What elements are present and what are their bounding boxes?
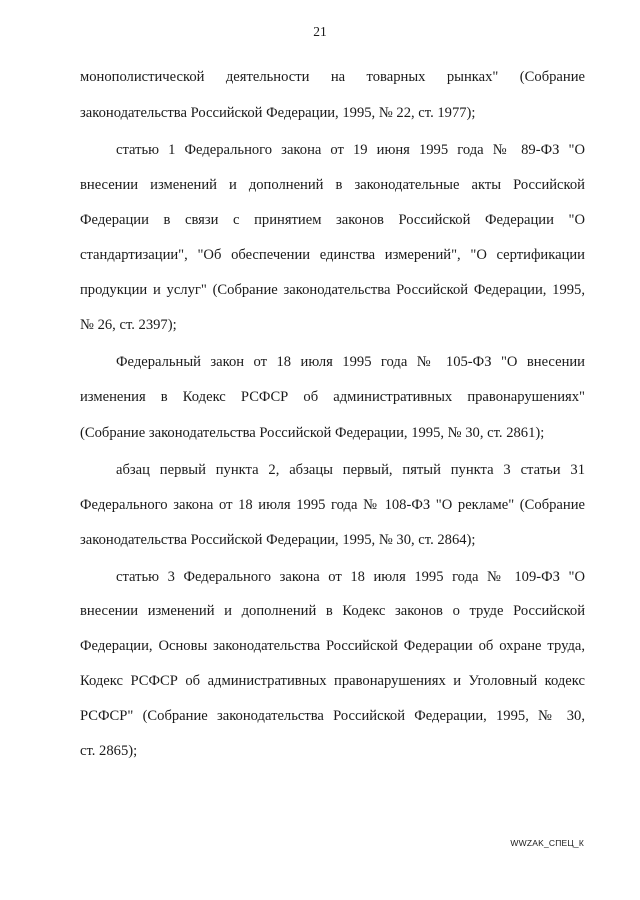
text-line: статью 1 Федерального закона от 19 июня 1995 года № 89-ФЗ "О <box>116 142 585 158</box>
text-line: Федерации в связи с принятием законов Российской Федерации "О <box>80 212 585 228</box>
text-line: внесении изменений и дополнений в Кодекс законов о труде Российской <box>80 603 585 619</box>
text-line: ст. 2865); <box>80 743 138 759</box>
text-line: Федерального закона от 18 июля 1995 года № 108-ФЗ "О рекламе" (Собрание <box>80 497 585 513</box>
text-line: РСФСР" (Собрание законодательства Российской Федерации, 1995, № 30, <box>80 708 585 724</box>
footer-document-code: WWZAK_СПЕЦ_К <box>510 838 584 848</box>
text-line: № 26, ст. 2397); <box>80 317 177 333</box>
text-line: Кодекс РСФСР об административных правонарушениях и Уголовный кодекс <box>80 673 585 689</box>
text-line: монополистической деятельности на товарных рынках" (Собрание <box>80 69 585 85</box>
text-line: статью 3 Федерального закона от 18 июля 1995 года № 109-ФЗ "О <box>116 569 585 585</box>
text-line: изменения в Кодекс РСФСР об административных правонарушениях" <box>80 389 585 405</box>
text-line: Федерации, Основы законодательства Российской Федерации об охране труда, <box>80 638 585 654</box>
text-line: продукции и услуг" (Собрание законодательства Российской Федерации, 1995, <box>80 282 585 298</box>
text-line: (Собрание законодательства Российской Федерации, 1995, № 30, ст. 2861); <box>80 425 545 441</box>
text-line: внесении изменений и дополнений в законодательные акты Российской <box>80 177 585 193</box>
text-line: законодательства Российской Федерации, 1995, № 30, ст. 2864); <box>80 532 476 548</box>
text-line: стандартизации", "Об обеспечении единства измерений", "О сертификации <box>80 247 585 263</box>
text-line: Федеральный закон от 18 июля 1995 года № 105-ФЗ "О внесении <box>116 354 585 370</box>
text-line: абзац первый пункта 2, абзацы первый, пятый пункта 3 статьи 31 <box>116 462 585 478</box>
page-number: 21 <box>313 24 327 39</box>
text-line: законодательства Российской Федерации, 1995, № 22, ст. 1977); <box>80 105 476 121</box>
